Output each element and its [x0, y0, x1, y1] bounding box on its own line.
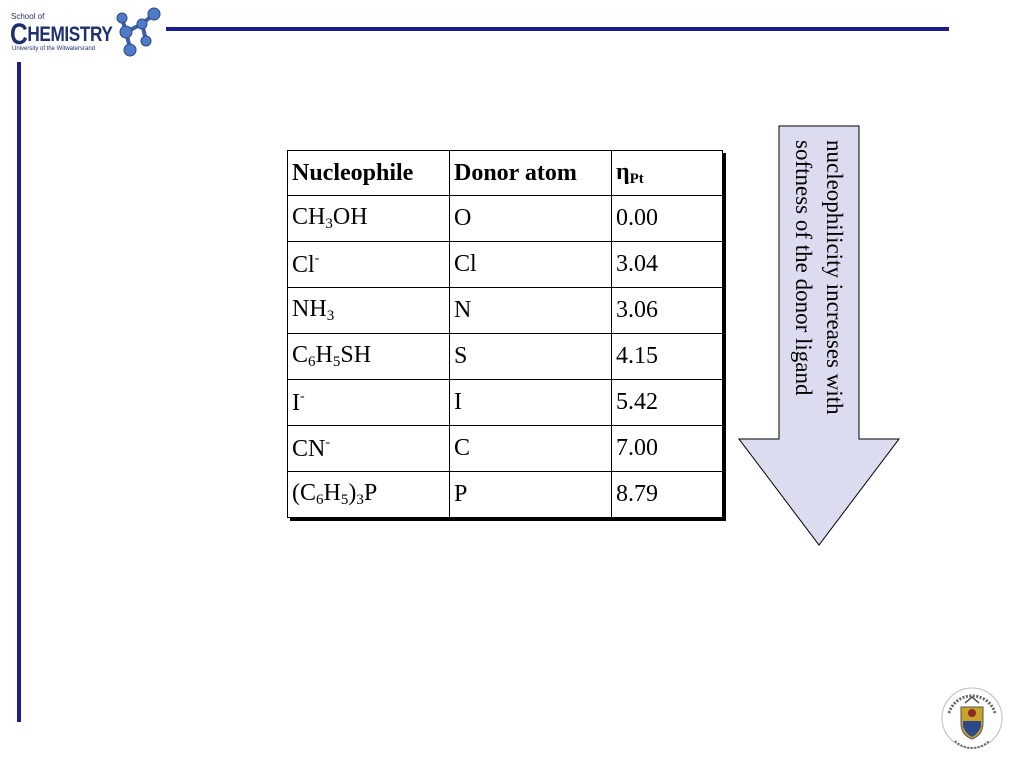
eta-symbol: η — [616, 158, 630, 185]
eta-cell: 3.06 — [612, 288, 723, 334]
donor-cell: O — [450, 196, 612, 242]
eta-cell: 3.04 — [612, 242, 723, 288]
logo-wordmark-rest: HEMISTRY — [27, 23, 113, 46]
arrow-caption — [784, 140, 850, 440]
logo-wordmark-initial: C — [10, 18, 28, 51]
nucleophile-cell: CN- — [288, 426, 450, 472]
molecule-icon — [108, 6, 162, 60]
nucleophile-table — [287, 150, 723, 518]
table-row — [288, 380, 723, 426]
table-row — [288, 472, 723, 518]
nucleophile-cell: $NH_3$ — [288, 288, 450, 334]
eta-cell: 8.79 — [612, 472, 723, 518]
nucleophile-cell: $CH_3OH$ — [288, 196, 450, 242]
header-divider — [166, 27, 949, 31]
eta-subscript: Pt — [629, 170, 644, 187]
arrow-caption-line1: nucleophilicity increases with — [822, 140, 847, 415]
table-row — [288, 334, 723, 380]
university-crest-icon — [937, 683, 1007, 753]
donor-cell: P — [450, 472, 612, 518]
donor-cell: I — [450, 380, 612, 426]
nucleophile-cell: Cl- — [288, 242, 450, 288]
donor-cell: N — [450, 288, 612, 334]
eta-cell: 0.00 — [612, 196, 723, 242]
logo-university: University of the Witwatersrand — [12, 46, 96, 52]
eta-cell: 4.15 — [612, 334, 723, 380]
nucleophile-cell: I- — [288, 380, 450, 426]
school-of-chemistry-logo — [4, 4, 160, 60]
header-donor-atom: Donor atom — [450, 151, 612, 196]
header-nucleophile: Nucleophile — [288, 151, 450, 196]
nucleophile-cell: $(C_6H_5)_3P$ — [288, 472, 450, 518]
table-header-row — [288, 151, 723, 196]
table-row — [288, 426, 723, 472]
table-row — [288, 242, 723, 288]
donor-cell: S — [450, 334, 612, 380]
header-eta-pt — [612, 151, 723, 196]
logo-school-of: School of — [11, 12, 45, 21]
eta-cell: 7.00 — [612, 426, 723, 472]
donor-cell: Cl — [450, 242, 612, 288]
table-row — [288, 196, 723, 242]
eta-cell: 5.42 — [612, 380, 723, 426]
arrow-caption-line2: softness of the donor ligand — [791, 140, 816, 396]
table-row — [288, 288, 723, 334]
side-divider — [17, 62, 21, 722]
donor-cell: C — [450, 426, 612, 472]
nucleophile-cell: $C_6H_5SH$ — [288, 334, 450, 380]
